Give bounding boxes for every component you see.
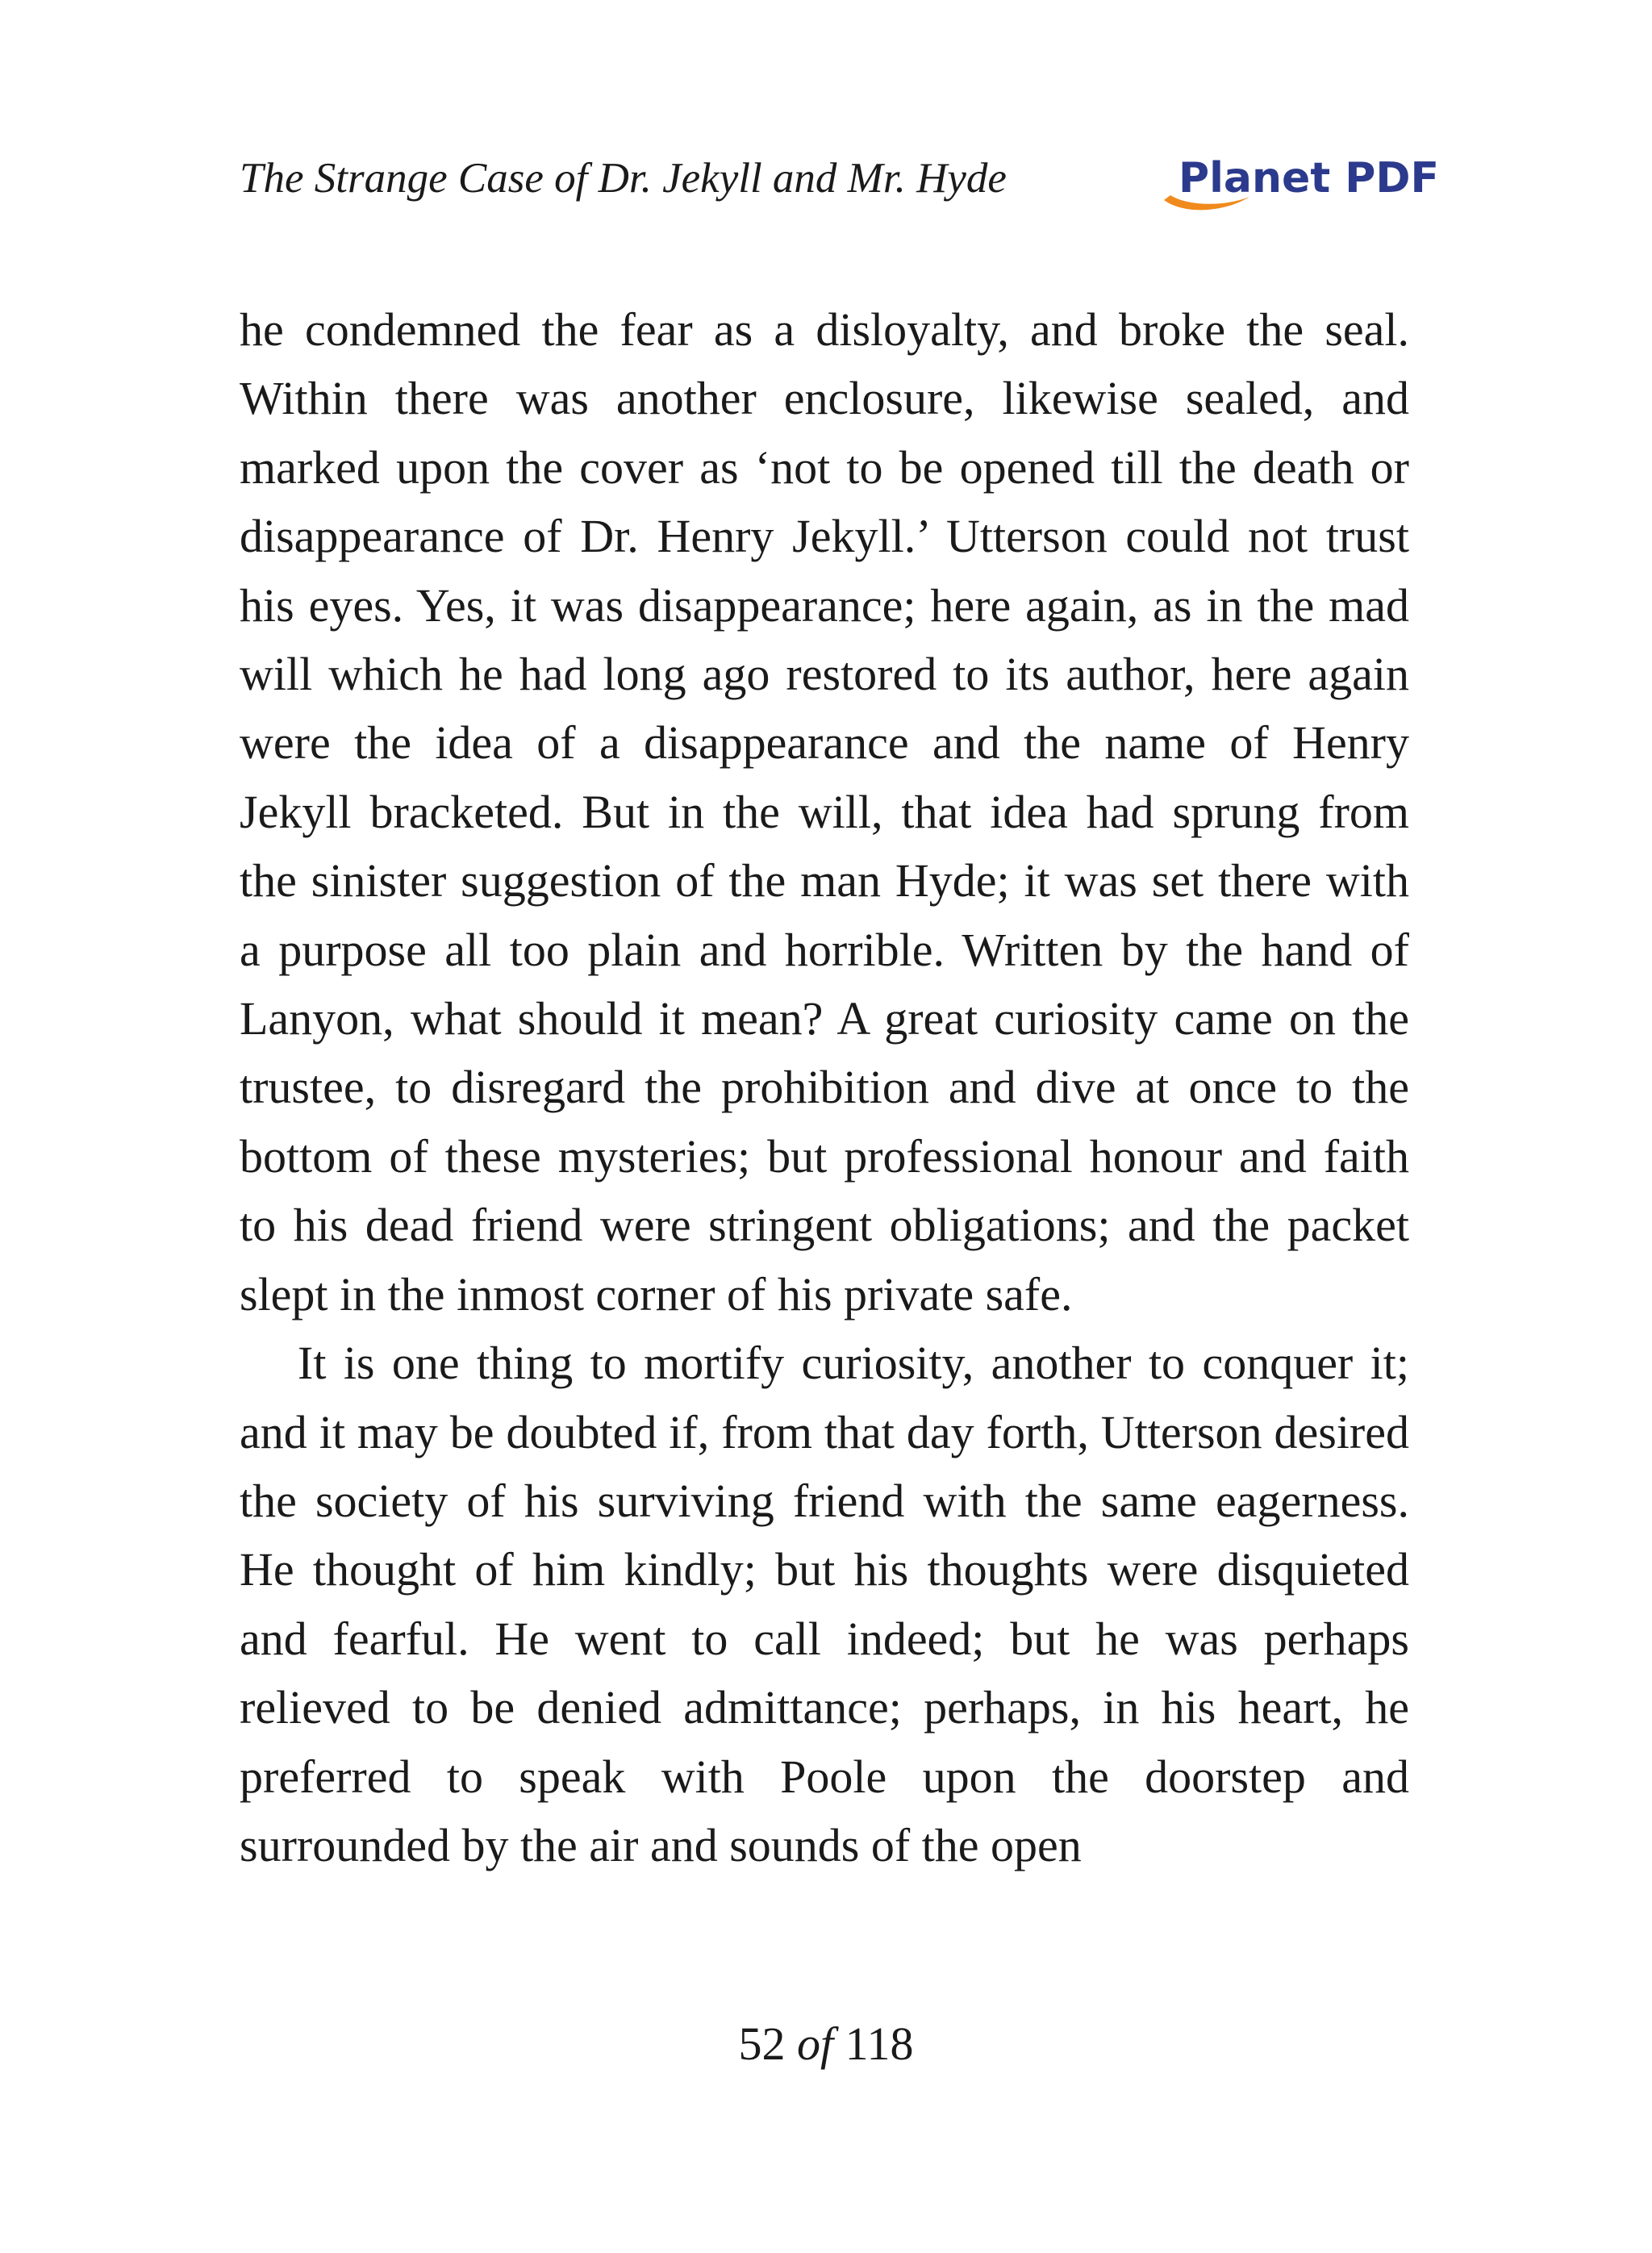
page-number [0, 2012, 1652, 2076]
book-title: The Strange Case of Dr. Jekyll and Mr. Hyde [240, 155, 1007, 202]
paragraph-1: he condemned the fear as a disloyalty, and broke the seal. Within there was another enclosure, likewise sealed, and marked upon the cover as ‘not to be opened till the death or disappearance of Dr. Henry Jekyll.’ Utterson could not trust his eyes. Yes, it was disappearance; here again, as in the mad will which he had long ago restored to its author, here again were the idea of a disappearance and the name of Henry Jekyll bracketed. But in the will, that idea had sprung from the sinister suggestion of the man Hyde; it was set there with a purpose all too plain and horrible. Written by the hand of Lanyon, what should it mean? A great curiosity came on the trustee, to disregard the prohibition and dive at once to the bottom of these mysteries; but professional honour and faith to his dead friend were stringent obligations; and the packet slept in the inmost corner of his private safe. [240, 303, 1409, 1321]
planet-pdf-logo [1159, 150, 1440, 215]
total-pages: 118 [845, 2017, 914, 2070]
page-header [240, 150, 1440, 215]
page-of-label: of [797, 2017, 834, 2070]
logo-text: Planet PDF [1179, 154, 1440, 202]
current-page: 52 [738, 2017, 786, 2070]
page-body [240, 295, 1409, 1880]
paragraph-2: It is one thing to mortify curiosity, another to conquer it; and it may be doubted if, from that day forth, Utterson desired the society of his surviving friend with the same eagerness. He thought of him kindly; but his thoughts were disquieted and fearful. He went to call indeed; but he was perhaps relieved to be denied admittance; perhaps, in his heart, he preferred to speak with Poole upon the doorstep and surrounded by the air and sounds of the open [240, 1337, 1409, 1871]
